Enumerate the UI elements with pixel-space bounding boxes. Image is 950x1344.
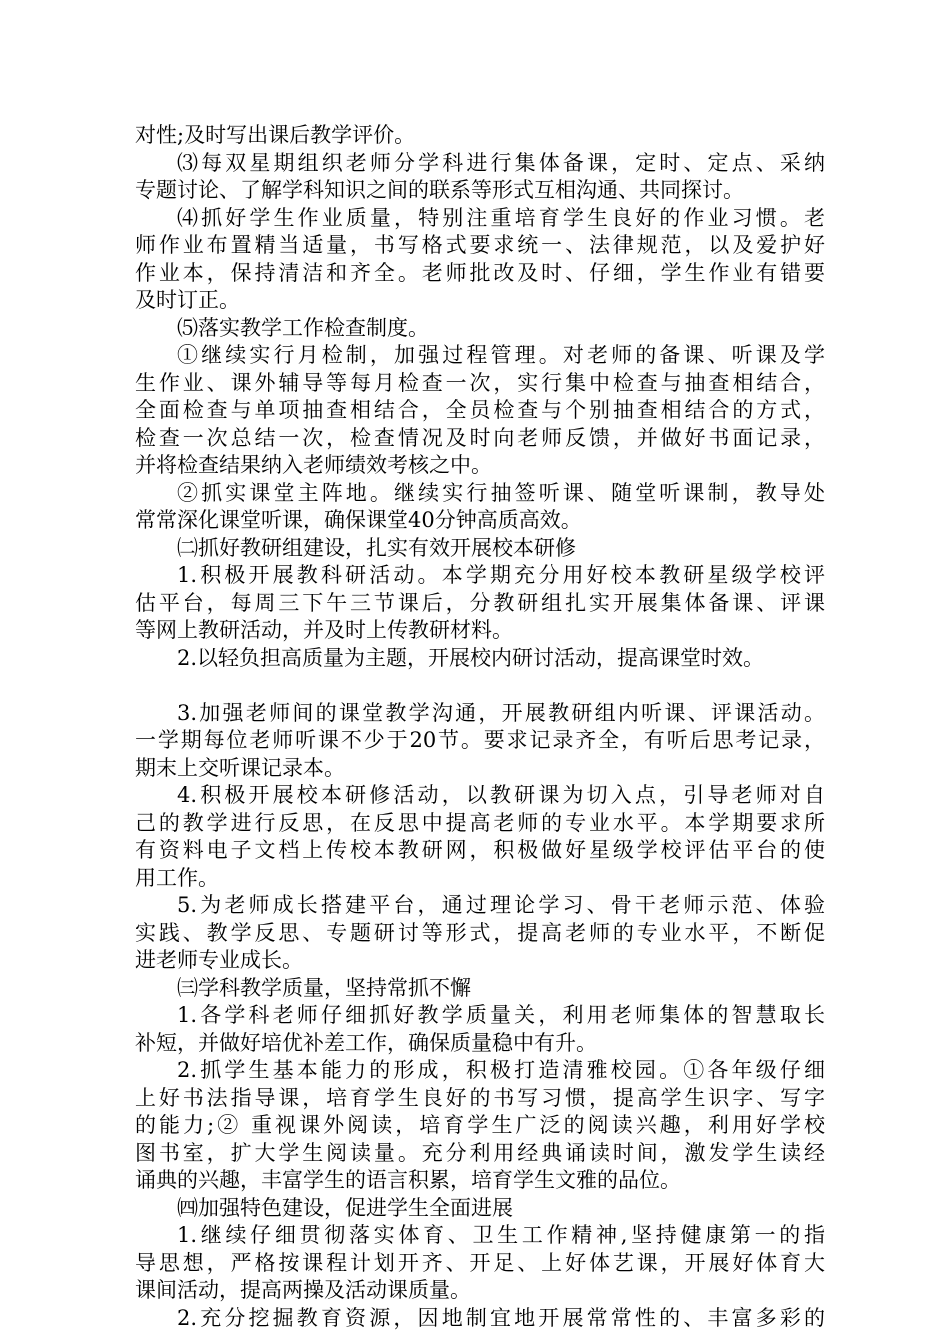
text-line-28: 5.为老师成长搭建平台，通过理论学习、骨干老师示范、体验 [177,893,825,917]
text-line-18: 估平台，每周三下午三节课后，分教研组扎实开展集体备课、评课 [135,590,825,615]
text-line-22: 一学期每位老师听课不少于20节。要求记录齐全，有听后思考记录， [135,728,825,752]
text-line-6: 作业本，保持清洁和齐全。老师批改及时、仔细，学生作业有错要 [135,260,825,285]
text-line-23: 期末上交听课记录本。 [135,755,345,780]
text-line-41: 导思想，严格按课程计划开齐、开足、上好体艺课，开展好体育大 [135,1250,825,1275]
text-line-34: 2.抓学生基本能力的形成，积极打造清雅校园。①各年级仔细 [177,1058,825,1082]
text-line-5: 师作业布置精当适量，书写格式要求统一、法律规范，以及爱护好 [135,233,825,257]
text-line-32: 1.各学科老师仔细抓好教学质量关，利用老师集体的智慧取长 [177,1003,825,1027]
text-line-30: 进老师专业成长。 [135,948,303,972]
text-line-38: 诵典的兴趣，丰富学生的语言积累，培育学生文雅的品位。 [135,1168,681,1192]
section-heading-4: ㈣加强特色建设，促进学生全面进展 [177,1195,513,1220]
text-line-42: 课间活动，提高两操及活动课质量。 [135,1278,471,1302]
text-line-43: 2.充分挖掘教育资源，因地制宜地开展常常性的、丰富多彩的 [177,1305,825,1330]
text-line-17: 1.积极开展教科研活动。本学期充分用好校本教研星级学校评 [177,563,825,587]
text-line-10: 生作业、课外辅导等每月检查一次，实行集中检查与抽查相结合， [135,370,825,395]
text-line-26: 有资料电子文档上传校本教研网，积极做好星级学校评估平台的使 [135,838,825,862]
text-line-3: 专题讨论、了解学科知识之间的联系等形式互相沟通、共同探讨。 [135,178,744,202]
section-heading-3: ㈢学科教学质量，坚持常抓不懈 [177,975,471,1000]
section-heading-2: ㈡抓好教研组建设，扎实有效开展校本研修 [177,535,576,560]
text-line-21: 3.加强老师间的课堂教学沟通，开展教研组内听课、评课活动。 [177,700,825,725]
text-line-40: 1.继续仔细贯彻落实体育、卫生工作精神,坚持健康第一的指 [177,1223,825,1247]
text-line-15: 常常深化课堂听课，确保课堂40分钟高质高效。 [135,508,582,532]
text-line-8: ⑸落实教学工作检查制度。 [177,315,429,340]
text-line-9: ①继续实行月检制，加强过程管理。对老师的备课、听课及学 [177,343,825,367]
blank-line [135,672,825,700]
text-line-20: 2.以轻负担高质量为主题，开展校内研讨活动，提高课堂时效。 [177,645,765,670]
text-line-13: 并将检查结果纳入老师绩效考核之中。 [135,453,492,477]
text-line-12: 检查一次总结一次，检查情况及时向老师反馈，并做好书面记录， [135,425,825,450]
text-line-11: 全面检查与单项抽查相结合，全员检查与个别抽查相结合的方式， [135,398,825,422]
text-line-29: 实践、教学反思、专题研讨等形式，提高老师的专业水平，不断促 [135,920,825,945]
text-line-37: 图书室，扩大学生阅读量。充分利用经典诵读时间，激发学生读经 [135,1140,825,1165]
text-line-25: 己的教学进行反思，在反思中提高老师的专业水平。本学期要求所 [135,810,825,835]
text-line-35: 上好书法指导课，培育学生良好的书写习惯，提高学生识字、写字 [135,1085,825,1110]
text-line-27: 用工作。 [135,865,219,890]
text-line-4: ⑷抓好学生作业质量，特别注重培育学生良好的作业习惯。老 [177,205,825,230]
text-line-33: 补短，并做好培优补差工作，确保质量稳中有升。 [135,1030,597,1055]
text-line-36: 的能力;② 重视课外阅读，培育学生广泛的阅读兴趣，利用好学校 [135,1113,825,1137]
text-line-2: ⑶每双星期组织老师分学科进行集体备课，定时、定点、采纳 [177,150,825,175]
text-line-19: 等网上教研活动，并及时上传教研材料。 [135,618,513,642]
text-line-1: 对性;及时写出课后教学评价。 [135,123,416,147]
text-line-14: ②抓实课堂主阵地。继续实行抽签听课、随堂听课制，教导处 [177,480,825,505]
text-line-24: 4.积极开展校本研修活动，以教研课为切入点，引导老师对自 [177,783,825,807]
document-body [135,122,825,1332]
text-line-7: 及时订正。 [135,288,240,312]
